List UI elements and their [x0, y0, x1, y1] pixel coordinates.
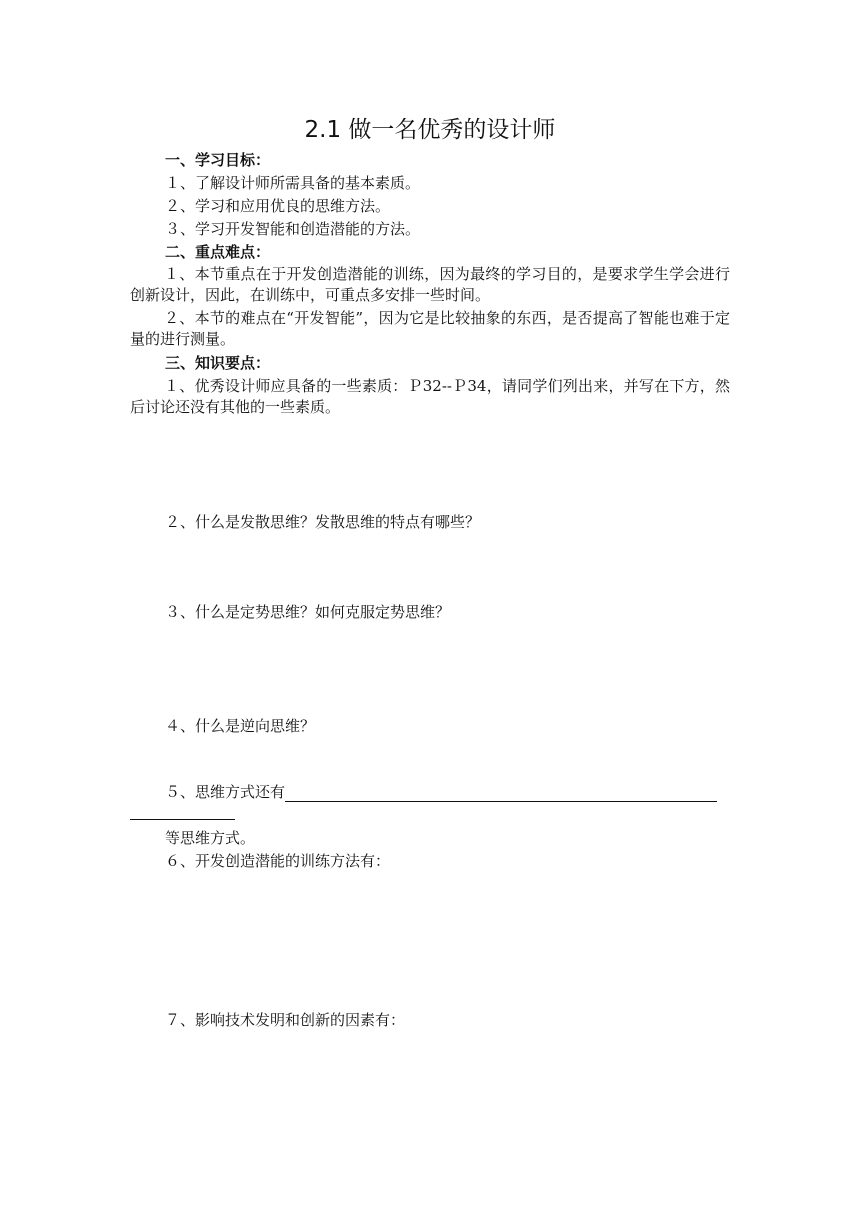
goal-item: ２、学习和应用优良的思维方法。 [165, 197, 391, 215]
fill-in-blank-continuation[interactable] [130, 819, 235, 820]
fill-in-prefix: ５、思维方式还有 [165, 783, 286, 801]
key-heading: 二、重点难点： [165, 243, 271, 261]
key-point-paragraph: ２、本节的难点在“开发智能”，因为它是比较抽象的东西，是否提高了智能也难于定量的进行测量。 [130, 309, 730, 348]
fill-in-question [165, 782, 717, 802]
question-item: ３、什么是定势思维？如何克服定势思维？ [165, 603, 451, 621]
question-item: ６、开发创造潜能的训练方法有： [165, 852, 391, 870]
goals-heading: 一、学习目标： [165, 151, 271, 169]
question-item: ２、什么是发散思维？发散思维的特点有哪些？ [165, 513, 481, 531]
knowledge-paragraph: １、优秀设计师应具备的一些素质：Ｐ32--Ｐ34，请同学们列出来，并写在下方，然后讨论还没有其他的一些素质。 [130, 377, 730, 416]
fill-in-blank[interactable] [285, 785, 717, 802]
goal-item: １、了解设计师所需具备的基本素质。 [165, 174, 421, 192]
fill-in-suffix: 等思维方式。 [165, 829, 256, 847]
question-item: ４、什么是逆向思维？ [165, 717, 316, 735]
question-item: ７、影响技术发明和创新的因素有： [165, 1011, 406, 1029]
knowledge-heading: 三、知识要点： [165, 354, 271, 372]
page-title: 2.1 做一名优秀的设计师 [304, 117, 556, 143]
goal-item: ３、学习开发智能和创造潜能的方法。 [165, 220, 421, 238]
key-point-paragraph: １、本节重点在于开发创造潜能的训练，因为最终的学习目的，是要求学生学会进行创新设计，因此，在训练中，可重点多安排一些时间。 [130, 265, 730, 304]
